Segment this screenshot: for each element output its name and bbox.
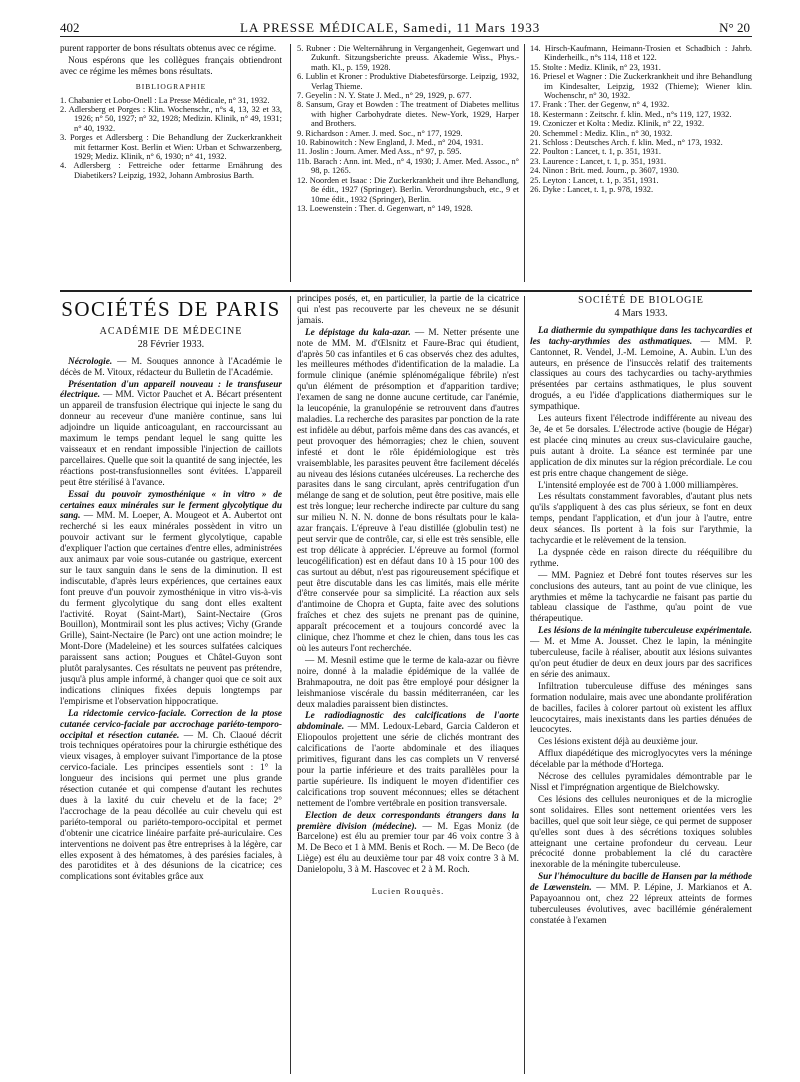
article-heading: Les lésions de la méningite tuberculeuse expérimentale. bbox=[538, 626, 752, 637]
ref-entry: 7. Geyelin : N. Y. State J. Med., n° 29, 1929, p. 677. bbox=[297, 91, 472, 101]
article-paragraph bbox=[530, 548, 752, 570]
article-text: Nécrose des cellules pyramidales démontrable par le Nissl et l'imprégnation argentique de Bielchowsky. bbox=[530, 772, 752, 793]
article-paragraph bbox=[530, 414, 752, 479]
article-paragraph bbox=[530, 626, 752, 681]
references-middle bbox=[297, 44, 519, 213]
article-paragraph bbox=[60, 357, 282, 379]
article-paragraph bbox=[530, 795, 752, 871]
article-text: — MM. M. Loeper, A. Mougeot et A. Aubertot ont recherché si les eaux minérales possèdent in vitro un pouvoir activant sur le ferment glycolytique, capable d'expliquer l'action que certaines d'entre elles, administrées aux animaux par voie sous-cutanée ou gastrique, exercent sur le taux sanguin dans le sens de la diminution. Il est indiscutable, d'après leurs expériences, que certaines eaux font preuve d'un pouvoir zymosthénique in vitro vis-à-vis du ferment glycolytique du sang dont elles exaltent l'activité. Royat (Saint-Mart), Saint-Nectaire (Gros Bouillon), Montmirail sont les plus actives; Vichy (Grande Grille), Saint-Nectaire (le Parc) ont une action moindre; le Mont-Dore (Madeleine) et les sources sulfatées calciques paraissent sans action; Pougues et Châtel-Guyon sont plutôt paralysantes. Ces résultats ne peuvent pas prétendre, jusqu'à plus ample informé, à changer quoi que ce soit aux indications cliniques fixées depuis longtemps par l'empirisme et l'observation hippocratique. bbox=[60, 511, 282, 707]
page-number: 402 bbox=[60, 20, 80, 35]
article-paragraph bbox=[530, 492, 752, 547]
ref-entry: 10. Rabinowitch : New England, J. Med., n° 204, 1931. bbox=[297, 138, 484, 148]
article-paragraph bbox=[60, 490, 282, 708]
ref-entry: 18. Kestermann : Zeitschr. f. klin. Med., n°s 119, 127, 1932. bbox=[530, 109, 732, 119]
article-text: Afflux diapédétique des microglyocytes vers la méninge décelable par la méthode d'Hortega. bbox=[530, 749, 752, 771]
ref-entry: 26. Dyke : Lancet, t. 1, p. 978, 1932. bbox=[530, 185, 654, 195]
article-text: La dyspnée cède en raison directe du rééquilibre du rythme. bbox=[530, 547, 752, 569]
article-heading: Le dépistage du kala-azar. bbox=[305, 327, 411, 338]
bibliography-column bbox=[60, 44, 282, 180]
article-text: — MM. P. Cantonnet, R. Vendel, J.-M. Lemoine, A. Aubin. L'un des auteurs, en présence de l'insuccès relatif des traitements classiques au cours des tachycardies ou tachy-arythmies présentées par certains asthmatiques, le plus souvent drogués, a eu l'idée d'applications diathermiques sur le sympathique. bbox=[530, 336, 752, 413]
article-paragraph bbox=[530, 571, 752, 626]
masthead-title: LA PRESSE MÉDICALE, Samedi, 11 Mars 1933 bbox=[240, 20, 541, 35]
ref-entry: 13. Loewenstein : Ther. d. Gegenwart, n° 149, 1928. bbox=[297, 203, 473, 213]
column-divider bbox=[524, 296, 525, 1074]
article-paragraph bbox=[530, 749, 752, 771]
article-heading: Sur l'hémoculture du bacille de Hansen par la méthode de Lœwenstein. bbox=[530, 872, 752, 894]
header-rule bbox=[60, 36, 752, 37]
article-paragraph bbox=[530, 481, 752, 492]
references-list bbox=[530, 44, 752, 195]
article-text: — M. Egas Moniz (de Barcelone) est élu au premier tour par 46 voix contre 3 à M. De Beco et 1 à MM. Benis et Roch. — M. De Beco (de Liège) est élu au deuxième tour par 48 voix contre 3 à M. Danielopolu, 3 à M. Hascovec et 2 à M. Roch. bbox=[297, 821, 519, 876]
academy-heading: ACADÉMIE DE MÉDECINE bbox=[99, 325, 243, 337]
societes-title: SOCIÉTÉS DE PARIS bbox=[61, 297, 281, 321]
ref-entry: 19. Czoniczer et Kolta : Mediz. Klinik, n° 22, 1932. bbox=[530, 119, 705, 129]
intro-line: purent rapporter de bons résultats obtenus avec ce régime. bbox=[60, 44, 277, 54]
ref-entry: 23. Laurence : Lancet, t. 1, p. 351, 1931. bbox=[530, 156, 667, 166]
author-signature: Lucien Rouquès. bbox=[371, 886, 445, 897]
references-right bbox=[530, 44, 752, 195]
article-paragraph bbox=[297, 711, 519, 809]
ref-entry: 24. Ninon : Brit. med. Journ., p. 3607, 1930. bbox=[530, 166, 679, 176]
article-text: — MM. Ledoux-Lebard, Garcia Calderon et Eliopoulos projettent une série de clichés montrant des calcifications de l'aorte abdominale et des iliaques primitives, figurant dans les cas complets un V renversé pour la partie inférieure et des traits parallèles pour la partie supérieure. Ils indiquent le moyen d'identifier ces calcifications trop souvent méconnues; elles se détachent nettement de l'ombre vertébrale en position transversale. bbox=[297, 722, 519, 809]
article-text: L'intensité employée est de 700 à 1.000 milliampères. bbox=[538, 480, 739, 491]
article-text: Les auteurs fixent l'électrode indifférente au niveau des 3e, 4e et 5e dorsales. L'électrode active (bougie de Hégar) est placée cinq minutes au creux sus-claviculaire gauche, puis autant à droite. La séance est terminée par une application de dix minutes sur la région précordiale. Le cou est pris entre chaque changement de siège. bbox=[530, 414, 752, 479]
article-text: — M. et Mme A. Jousset. Chez le lapin, la méningite tuberculeuse, facile à réaliser, aboutit aux lésions suivantes qu'on peut étudier de deux en deux jours par des sacrifices en série des animaux. bbox=[530, 637, 752, 680]
ref-entry: 11b. Barach : Ann. int. Med., n° 4, 1930; J. Amer. Med. Assoc., n° 98, p. 1265. bbox=[297, 156, 519, 176]
left-column bbox=[60, 294, 282, 1074]
column-divider bbox=[290, 44, 291, 282]
ref-entry: 16. Priesel et Wagner : Die Zuckerkrankheit und ihre Behandlung im Kindesalter, Leipzig, 1932 (Thieme); Wiener klin. Wochenschr, n° 30, 1932. bbox=[530, 72, 752, 101]
biology-heading: SOCIÉTÉ DE BIOLOGIE bbox=[578, 295, 704, 306]
ref-entry: 9. Richardson : Amer. J. med. Soc., n° 177, 1929. bbox=[297, 128, 463, 138]
article-text: Infiltration tuberculeuse diffuse des méninges sans formation nodulaire, mais avec une abondante prolifération de bacilles, faciles à colorer partout où existent les afflux leucocytaires, mais inexistants dans les parties dénuées de leucocytes. bbox=[530, 681, 752, 736]
article-heading: Présentation d'un appareil nouveau : le transfuseur électrique. bbox=[60, 379, 282, 401]
article-text: — M. Mesnil estime que le terme de kala-azar ou fièvre noire, donné à la maladie épidémique de la vallée de Brahmapoutra, ne doit pas être employé pour désigner la leishmaniose viscérale du bassin méditerranéen, car les deux maladies paraissent bien distinctes. bbox=[297, 655, 519, 710]
ref-entry: 11. Joslin : Journ. Amer. Med Ass., n° 97, p. 595. bbox=[297, 147, 462, 157]
article-paragraph bbox=[530, 772, 752, 794]
ref-entry: 8. Sansum, Gray et Bowden : The treatment of Diabetes mellitus with higher Carbohydrate dietes. New-York, 1929, Harper and Brothers. bbox=[297, 100, 519, 129]
section-rule bbox=[60, 290, 752, 292]
bib-entry: 1. Chabanier et Lobo-Onell : La Presse Médicale, n° 31, 1932. bbox=[60, 95, 270, 105]
middle-column bbox=[297, 294, 519, 1074]
article-text: — M. Ch. Claoué décrit trois techniques opératoires pour la chirurgie esthétique des vieux visages, à employer suivant l'importance de la ptose cervico-faciale. Les principes essentiels sont : 1° la longueur des incisions qui permet une plus grande résection cutanée et qui compense d'autant les rechutes dues à la laxité du cuir chevelu et de la face; 2° l'accrochage de la peau décollée au cuir chevelu qui est pariéto-temporal ou pariéto-temporo-occipital et permet d'obtenir une cicatrice linéaire parfaite pré-auriculaire. Ces interventions ne doivent pas être entreprises à la légère, car elles exposent à des hématomes, à des parésies faciales, à des parotidites et à des désunions de la cicatrice; ces complications sont évitables grâce aux bbox=[60, 730, 282, 883]
biology-date: 4 Mars 1933. bbox=[614, 307, 668, 319]
article-paragraph bbox=[297, 294, 519, 327]
article-paragraph bbox=[297, 656, 519, 711]
article-paragraph bbox=[60, 380, 282, 489]
article-heading: La diathermie du sympathique dans les tachycardies et les tachy-arythmies des asthmatiques. bbox=[530, 325, 752, 347]
issue-number: N° 20 bbox=[719, 20, 750, 35]
ref-entry: 5. Rubner : Die Welternährung in Vergangenheit, Gegenwart und Zukunft. Sitzungsberichte preuss. Akademie Wiss., Phys.-math. Kl., p. 159, 1928. bbox=[297, 44, 519, 72]
ref-entry: 12. Noorden et Isaac : Die Zuckerkrankheit und ihre Behandlung, 8e édit., 1927 (Springer). Berlin. Verordnungsbuch, etc., 9 et 10me édit., 1932 (Springer), Berlin. bbox=[297, 175, 519, 204]
ref-entry: 22. Poulton : Lancet, t. 1, p. 351, 1931. bbox=[530, 147, 661, 157]
article-heading: Election de deux correspondants étrangers dans la première division (médecine). bbox=[297, 810, 519, 832]
ref-entry: 25. Leyton : Lancet, t. 1, p. 351, 1931. bbox=[530, 175, 659, 185]
article-heading: La ridectomie cervico-faciale. Correction de la ptose cutanée cervico-faciale par accrochage pariéto-temporo-occipital et résection cutanée. bbox=[60, 708, 282, 741]
ref-entry: 20. Schemmel : Mediz. Klin., n° 30, 1932. bbox=[530, 128, 673, 138]
article-paragraph bbox=[297, 811, 519, 876]
ref-entry: 14. Hirsch-Kaufmann, Heimann-Trosien et Schadbich : Jahrb. Kinderheilk., n°s 114, 118 et 122. bbox=[530, 44, 752, 63]
bibliography-list bbox=[60, 96, 282, 181]
article-heading: Essai du pouvoir zymosthénique « in vitro » de certaines eaux minérales sur le ferment glycolytique du sang. bbox=[60, 489, 282, 522]
article-text: — M. Souques annonce à l'Académie le décès de M. Vitoux, rédacteur du Bulletin de l'Académie. bbox=[60, 356, 282, 378]
article-paragraph bbox=[60, 709, 282, 884]
ref-entry: 17. Frank : Ther. der Gegenw, n° 4, 1932. bbox=[530, 100, 670, 110]
ref-entry: 15. Stolte : Mediz. Klinik, n° 23, 1931. bbox=[530, 62, 661, 72]
references-list bbox=[297, 44, 519, 213]
intro-line: Nous espérons que les collègues français obtiendront avec ce régime les mêmes bons résultats. bbox=[60, 55, 282, 77]
article-paragraph bbox=[530, 682, 752, 737]
ref-entry: 6. Lublin et Kroner : Produktive Diabetesfürsorge. Leipzig, 1932, Verlag Thieme. bbox=[297, 72, 519, 91]
article-text: — MM. P. Lépine, J. Markianos et A. Papayoannou ont, chez 22 lépreux atteints de formes tuberculeuses évolutives, avec bacillémie généralement constatée à l'examen bbox=[530, 883, 752, 926]
article-text: — MM. Pagniez et Debré font toutes réserves sur les conclusions des auteurs, tant au point de vue clinique, les arythmies et même la tachycardie ne faisant pas partie du tableau classique de l'asthme, qu'au point de vue thérapeutique. bbox=[530, 570, 752, 625]
article-text: Les résultats constamment favorables, d'autant plus nets qu'ils s'appliquent à des cas plus sérieux, se font en deux temps, pendant l'application, et d'un jour à l'autre, entre deux séances. Ils portent à la fois sur l'arythmie, la tachycardie et le relèvement de la tension. bbox=[530, 492, 752, 547]
bib-entry: 2. Adlersberg et Porges : Klin. Wochenschr., n°s 4, 13, 32 et 33, 1926; n° 50, 1927; n° 32, 1928; Medizin. Klinik, n° 49, 1931; n° 40, 1932. bbox=[60, 105, 282, 133]
article-paragraph bbox=[530, 326, 752, 413]
page-header bbox=[60, 8, 750, 38]
article-text: Ces lésions des cellules neuroniques et de la microglie sont solidaires. Elles sont nettement orientées vers les bacilles, quel que soit leur siège, ce qui permet de supposer qu'elles sont dues à des sécrétions toxiques solubles atteignant une certaine profondeur du cerveau. Leur précocité donne probablement la clé du caractère inexorable de la méningite tuberculeuse. bbox=[530, 794, 752, 871]
article-paragraph bbox=[530, 737, 752, 748]
article-heading: Nécrologie. bbox=[68, 356, 113, 367]
right-column bbox=[530, 294, 752, 1074]
article-paragraph bbox=[530, 872, 752, 927]
article-text: Ces lésions existent déjà au deuxième jour. bbox=[538, 737, 698, 748]
article-text: — MM. Victor Pauchet et A. Bécart présentent un appareil de transfusion électrique qui injecte le sang du donneur au receveur d'une manière continue, sans lui adjoindre un liquide anticoagulant, en raccourcissant au maximum le temps pendant lequel le sang quitte les vaisseaux et en rendant impossible l'injection de caillots parcellaires. Quelle que soit la quantité de sang injectée, les réactions post-transfusionnelles sont évitées. L'appareil peut être stérilisé à l'avance. bbox=[60, 390, 282, 488]
article-text: principes posés, et, en particulier, la partie de la cicatrice qui n'est pas recouverte par les cheveux ne se désunit jamais. bbox=[297, 294, 519, 326]
academy-date: 28 Février 1933. bbox=[137, 338, 205, 350]
column-divider bbox=[524, 44, 525, 282]
column-divider bbox=[290, 296, 291, 1074]
ref-entry: 21. Schloss : Deutsches Arch. f. klin. Med., n° 173, 1932. bbox=[530, 138, 723, 148]
bib-entry: 3. Porges et Adlersberg : Die Behandlung der Zuckerkrankheit mit fettarmer Kost. Berlin et Wien: Urban et Schwarzenberg, 1929; Mediz. Klinik, n° 6, 1930; n° 41, 1932. bbox=[60, 133, 282, 162]
article-heading: Le radiodiagnostic des calcifications de l'aorte abdominale. bbox=[297, 711, 519, 733]
bib-entry: 4. Adlersberg : Fettreiche oder fettarme Ernährung des Diabetikers? Leipzig, 1932, Johann Ambrosius Barth. bbox=[60, 161, 282, 180]
article-paragraph bbox=[297, 328, 519, 655]
article-text: — M. Netter présente une note de MM. M. d'Œlsnitz et Faure-Brac qui étudient, d'après 50 cas infantiles et 6 cas observés chez des adultes, les meilleures méthodes d'identification de la maladie. La formule clinique (anémie splénomégalique fébrile) n'est qu'un élément de présomption et d'apparition tardive; l'examen de sang ne donne aucune certitude, car l'anémie, la leucopénie, la granulopénie se retrouvent dans d'autres maladies. La recherche des parasites par ponction de la rate est infidèle au début, parfois même dans des cas avancés, et peut provoquer des hémorragies; chez le chien, souvent infesté et dont le rôle épidémiologique est très vraisemblable, les parasites peuvent être facilement décelés au niveau des lésions cutanées ulcéreuses. La recherche des parasites dans le sang circulant, après centrifugation d'un mélange de sang et de solution, peut être positive, mais elle est très longue; leur recherche indirecte par culture du sang sur milieu N. N. N. donne de bons résultats pour le kala-azar français. L'épreuve à l'eau distillée (globulin test) ne peut servir que de contrôle, car, si elle est très sensible, elle est trop délicate à apprécier. L'épreuve au formol (formol leucogélification) est en défaut dans 10 à 15 pour 100 des cas surtout au début, n'est pas rigoureusement spécifique et peut être discutable dans les cas limités, mais elle mérite d'être conservée pour sa simplicité. La réaction aux sels d'antimoine de Chopra et Gupta, faite avec des solutions fraîches et chez des sujets ne prenant pas de quinine, apparaît précocement et a toujours concordé avec la clinique, chez l'homme et chez le chien, dans tous les cas où les auteurs l'ont recherchée. bbox=[297, 327, 519, 654]
bibliography-heading: BIBLIOGRAPHIE bbox=[135, 81, 207, 91]
